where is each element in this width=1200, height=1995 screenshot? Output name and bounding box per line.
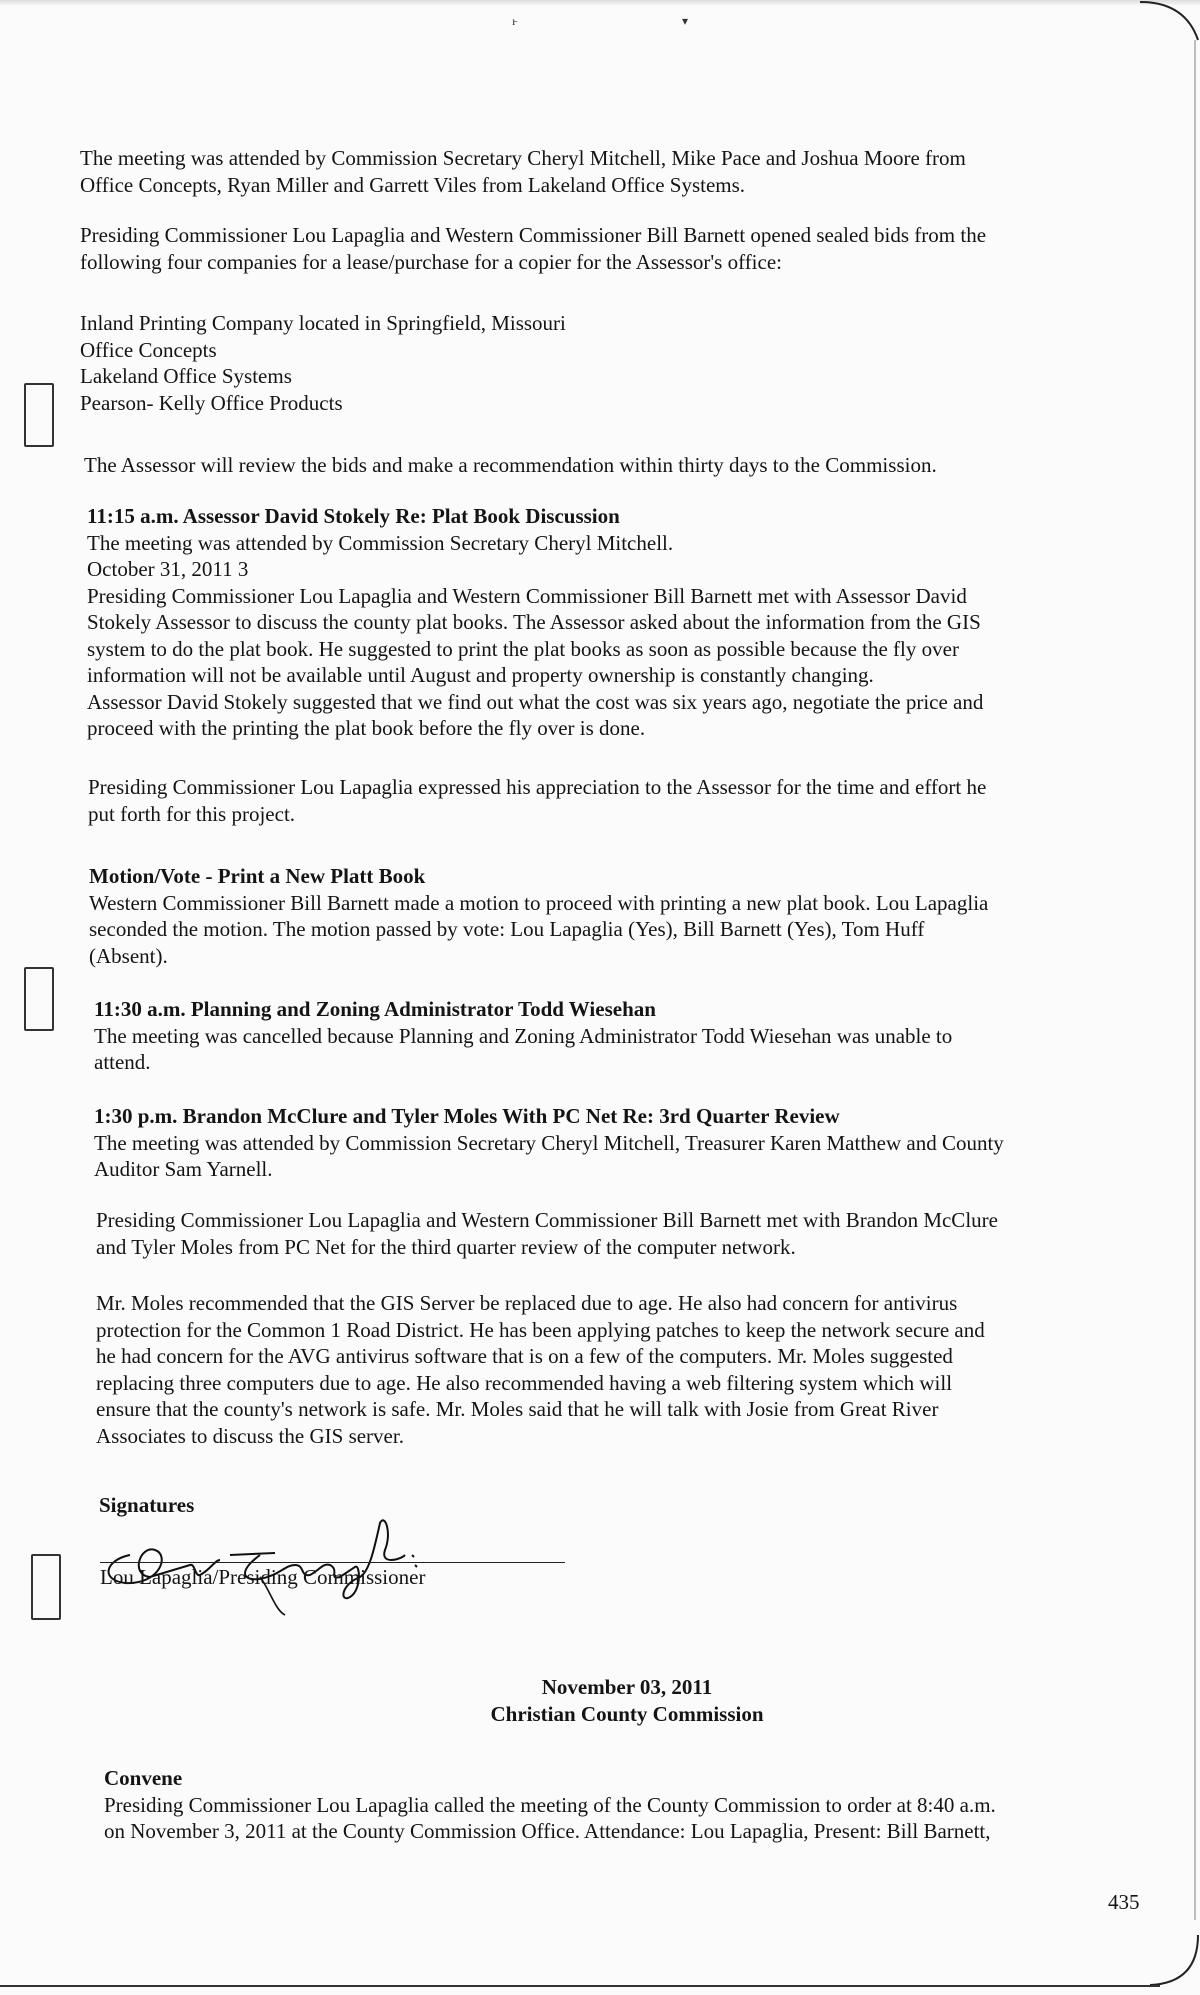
company-item: Inland Printing Company located in Springfield, Missouri [80,311,566,335]
section-heading: 11:15 a.m. Assessor David Stokely Re: Plat Book Discussion [87,504,620,528]
text-line: seconded the motion. The motion passed by vote: Lou Lapaglia (Yes), Bill Barnett (Yes), Tom Huff [89,917,925,941]
text-line: (Absent). [89,943,168,968]
convene-section [104,1765,996,1845]
margin-hole-mark [24,383,54,447]
text-line: Presiding Commissioner Lou Lapaglia and Western Commissioner Bill Barnett met with Brandon McClure [96,1208,998,1232]
text-line: Presiding Commissioner Lou Lapaglia and Western Commissioner Bill Barnett opened sealed bids from the [80,223,987,247]
meeting-date: November 03, 2011 [541,1675,713,1699]
text-line: ensure that the county's network is safe. Mr. Moles said that he will talk with Josie from Great River [96,1397,939,1421]
signature-caption: Lou Lapaglia/Presiding Commissioner [100,1565,426,1589]
text-line: Presiding Commissioner Lou Lapaglia and Western Commissioner Bill Barnett met with Assessor David [87,583,967,608]
text-line: The meeting was attended by Commission Secretary Cheryl Mitchell, Treasurer Karen Matthew and County [94,1130,1004,1155]
company-item: Office Concepts [80,337,217,362]
text-line: replacing three computers due to age. He also recommended having a web filtering system which will [96,1370,953,1395]
page-bottom-edge [0,1985,1160,1987]
company-item: Lakeland Office Systems [80,364,292,388]
text-line: he had concern for the AVG antivirus software that is on a few of the computers. Mr. Moles suggested [96,1344,953,1368]
text-line: October 31, 2011 3 [87,557,249,581]
text-line: Assessor David Stokely suggested that we find out what the cost was six years ago, negotiate the price and [87,689,984,714]
text-line: Presiding Commissioner Lou Lapaglia expressed his appreciation to the Assessor for the time and effort he [88,775,987,799]
pcnet-review-paragraph [96,1207,998,1260]
section-heading: Motion/Vote - Print a New Platt Book [89,864,426,888]
section-heading: Convene [104,1766,183,1790]
text-line: system to do the plat book. He suggested to print the plat books as soon as possible because the fly over [87,636,959,661]
company-list [80,310,566,416]
motion-section [89,863,988,969]
text-line: The meeting was attended by Commission Secretary Cheryl Mitchell, Mike Pace and Joshua Moore from [80,146,966,170]
bids-paragraph [80,222,986,275]
text-line: following four companies for a lease/purchase for a copier for the Assessor's office: [80,249,782,274]
pcnet-recommendations-paragraph [96,1290,985,1449]
scan-speck: ı̵ [512,14,516,28]
page-number: 435 [1108,1890,1140,1914]
text-line: Auditor Sam Yarnell. [94,1157,273,1181]
signature-line [100,1562,565,1563]
section-heading: 1:30 p.m. Brandon McClure and Tyler Moles With PC Net Re: 3rd Quarter Review [94,1104,840,1128]
page-corner-curve [1140,0,1200,60]
text-line: put forth for this project. [88,801,296,826]
text-line: on November 3, 2011 at the County Commission Office. Attendance: Lou Lapaglia, Present: Bill Barnett, [104,1819,991,1843]
plat-book-section [87,503,983,742]
text-line: Mr. Moles recommended that the GIS Server be replaced due to age. He also had concern for antivirus [96,1291,958,1315]
margin-hole-mark [31,1554,61,1620]
pcnet-section [94,1103,1004,1183]
text-line: Stokely Assessor to discuss the county plat books. The Assessor asked about the information from the GIS [87,610,981,634]
planning-section [94,996,952,1076]
text-line: protection for the Common 1 Road District. He has been applying patches to keep the network secure and [96,1317,985,1342]
company-item: Pearson- Kelly Office Products [80,390,343,415]
text-line: Presiding Commissioner Lou Lapaglia called the meeting of the County Commission to order at 8:40 a.m. [104,1792,996,1817]
text-line: The Assessor will review the bids and make a recommendation within thirty days to the Commission. [84,453,937,477]
appreciation-paragraph [88,774,986,827]
text-line: Office Concepts, Ryan Miller and Garrett Viles from Lakeland Office Systems. [80,172,746,197]
text-line: The meeting was attended by Commission Secretary Cheryl Mitchell. [87,530,674,555]
assessor-review-paragraph [84,452,937,479]
text-line: proceed with the printing the plat book before the fly over is done. [87,716,646,740]
meeting-body-title: Christian County Commission [490,1701,764,1726]
scan-speck: ▾ [682,14,689,28]
scan-top-edge [0,0,1200,6]
text-line: Western Commissioner Bill Barnett made a motion to proceed with printing a new plat book. Lou Lapaglia [89,890,989,915]
text-line: information will not be available until August and property ownership is constantly changing. [87,663,874,687]
attendance-paragraph [80,145,966,198]
text-line: and Tyler Moles from PC Net for the third quarter review of the computer network. [96,1234,796,1259]
text-line: attend. [94,1050,151,1074]
text-line: Associates to discuss the GIS server. [96,1423,404,1448]
signatures-heading: Signatures [99,1493,195,1517]
margin-hole-mark [24,967,54,1031]
section-heading: 11:30 a.m. Planning and Zoning Administrator Todd Wiesehan [94,997,656,1021]
next-meeting-header [0,1674,1200,1727]
text-line: The meeting was cancelled because Planning and Zoning Administrator Todd Wiesehan was unable to [94,1023,953,1048]
page-right-edge [1194,40,1196,1920]
signature-block [100,1515,580,1625]
